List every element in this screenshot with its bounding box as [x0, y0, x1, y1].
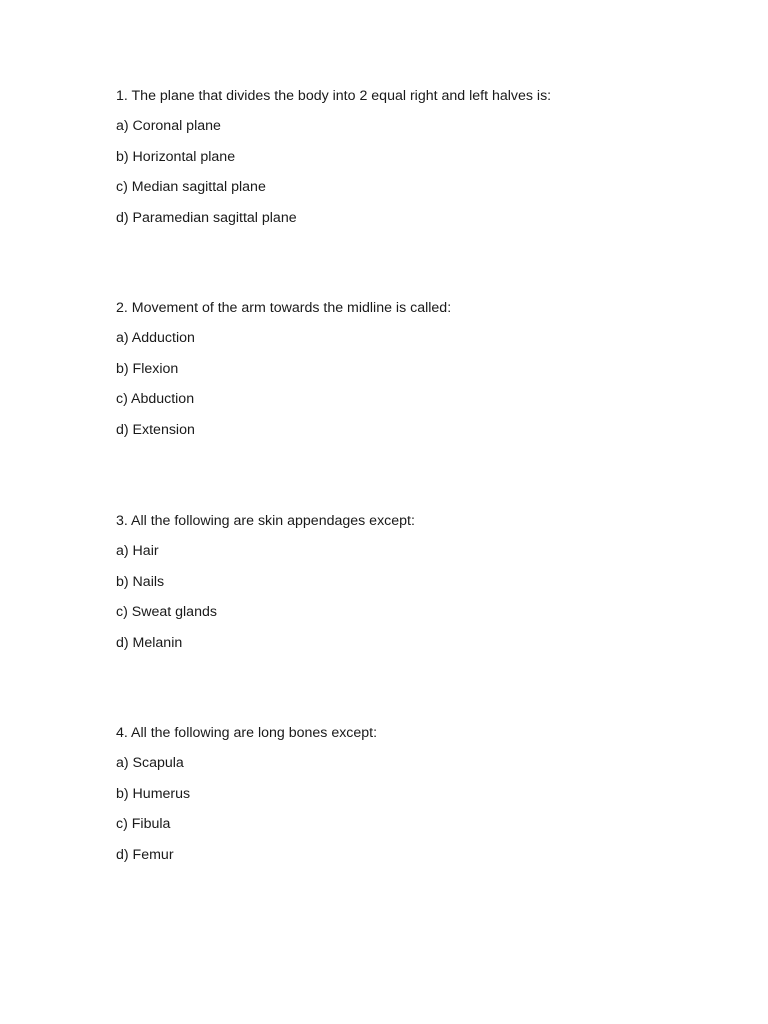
- option-b: b) Horizontal plane: [116, 148, 236, 165]
- option-a: a) Scapula: [116, 755, 184, 772]
- option-d: d) Extension: [116, 421, 195, 438]
- question-4: [116, 723, 716, 875]
- question-3: [116, 511, 716, 663]
- option-c: c) Abduction: [116, 391, 195, 408]
- option-a: a) Hair: [116, 543, 159, 560]
- question-stem: 1. The plane that divides the body into 2 equal right and left halves is:: [116, 88, 552, 104]
- option-c: c) Sweat glands: [116, 604, 217, 621]
- question-stem: 4. All the following are long bones except:: [116, 725, 378, 741]
- option-c: c) Median sagittal plane: [116, 179, 266, 196]
- option-d: d) Melanin: [116, 634, 183, 651]
- option-c: c) Fibula: [116, 816, 171, 833]
- option-b: b) Humerus: [116, 785, 191, 802]
- option-d: d) Femur: [116, 846, 174, 863]
- question-stem: 2. Movement of the arm towards the midline is called:: [116, 300, 452, 316]
- question-2: [116, 298, 716, 450]
- question-stem: 3. All the following are skin appendages except:: [116, 513, 415, 529]
- option-d: d) Paramedian sagittal plane: [116, 209, 297, 226]
- option-b: b) Nails: [116, 573, 165, 590]
- option-a: a) Adduction: [116, 330, 195, 347]
- option-b: b) Flexion: [116, 360, 179, 377]
- question-1: [116, 86, 716, 238]
- option-a: a) Coronal plane: [116, 118, 221, 135]
